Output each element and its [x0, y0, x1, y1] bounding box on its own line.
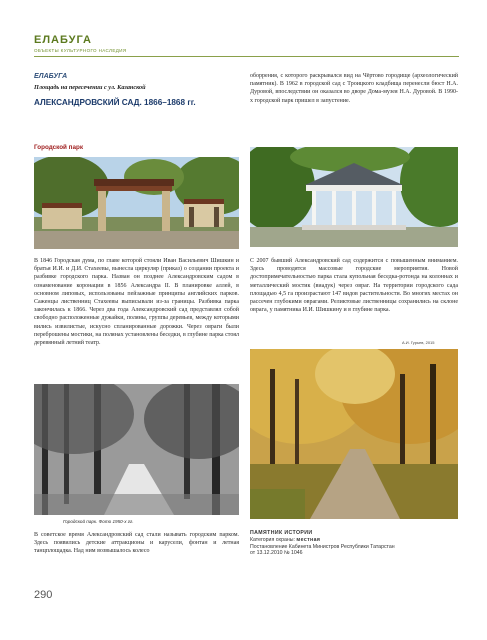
- article-city: ЕЛАБУГА: [34, 73, 68, 80]
- section-title: ЕЛАБУГА: [34, 34, 92, 46]
- category-prefix: Категория охраны:: [250, 536, 295, 543]
- text-right-column: С 2007 бывший Александровский сад содержится с повышенным вниманием. Здесь проводятся массовые городские мероприятия. Новой достопримечательностью парка стала купольная беседка-ротонда на колоннах и металлический мостик (виадук) через овраг. На территории городского сада площадью 4,5 га произрастают 147 видов растительности. Во многих местах он рассечен глубокими оврагами. Реликтовые лиственницы сохранились на склоне оврага, у памятника И.И. Шишкину и в глубине парка.: [250, 258, 458, 314]
- author-signature: А.И. Гурьев, 2015: [402, 340, 435, 345]
- park-gate-photo: [34, 157, 239, 249]
- text-left-column: В 1846 Городская дума, по главе которой стояли Иван Васильевич Шишкин и братья И.И. и Д.И. Стахеевы, вынесла циркуляр (приказ) о создании проекта и разбивке городского парка. Назван он позднее Александровским садом в ознаменование коронации в 1856 Александра II. В планировке аллей, в основном липовых, использованы пейзажные принципы английских парков. Саженцы лиственниц Стахеевы выписывали из-за границы. Разбивка парка закончилась к 1866. Через два года Александровский сад представлял собой свободно расположенные дужайки, поляны, группы деревьев, между которыми вились извилистые, искусно спланированные дорожки. Через овраги были переброшены мостики, на полянах установлены беседки, в глубине парка стоял деревянный летний театр.: [34, 258, 239, 347]
- decree-line-1: Постановление Кабинета Министров Республики Татарстан: [250, 543, 395, 550]
- monument-info: [250, 530, 460, 557]
- article-title: АЛЕКСАНДРОВСКИЙ САД. 1866–1868 гг.: [34, 98, 196, 107]
- photo-caption: Городской парк. Фото 1950-х гг.: [63, 519, 134, 524]
- section-subtitle: ОБЪЕКТЫ КУЛЬТУРНОГО НАСЛЕДИЯ: [34, 48, 127, 53]
- article-address: Площадь на пересечении с ул. Казанской: [34, 84, 146, 91]
- article-rubric: Городской парк: [34, 144, 83, 151]
- text-bottom-left: В советское время Александровский сад стали называть городским парком. Здесь появились детские аттракционы и карусели, фонтан и летная танцплощадка. Над ним возвышалось колесо: [34, 532, 239, 555]
- page-number: 290: [34, 589, 53, 601]
- header-divider: [34, 56, 459, 57]
- text-top-right: оборрения, с которого раскрывался вид на Чёртово городище (археологический памятник). В 1962 в городской сад с Троицкого кладбища перенесли бюст Н.А. Дуровой, впоследствии он оказался во дворе Дома-музея Н.А. Дуровой. В 1990-х городской парк пришел в запустение.: [250, 73, 458, 104]
- decree-line-2: от 13.12.2010 № 1046: [250, 550, 303, 557]
- category-value: местная: [296, 536, 321, 543]
- monument-label: ПАМЯТНИК ИСТОРИИ: [250, 530, 313, 536]
- autumn-alley-photo: [250, 349, 458, 519]
- historic-park-photo: [34, 384, 239, 515]
- rotunda-photo: [250, 147, 458, 247]
